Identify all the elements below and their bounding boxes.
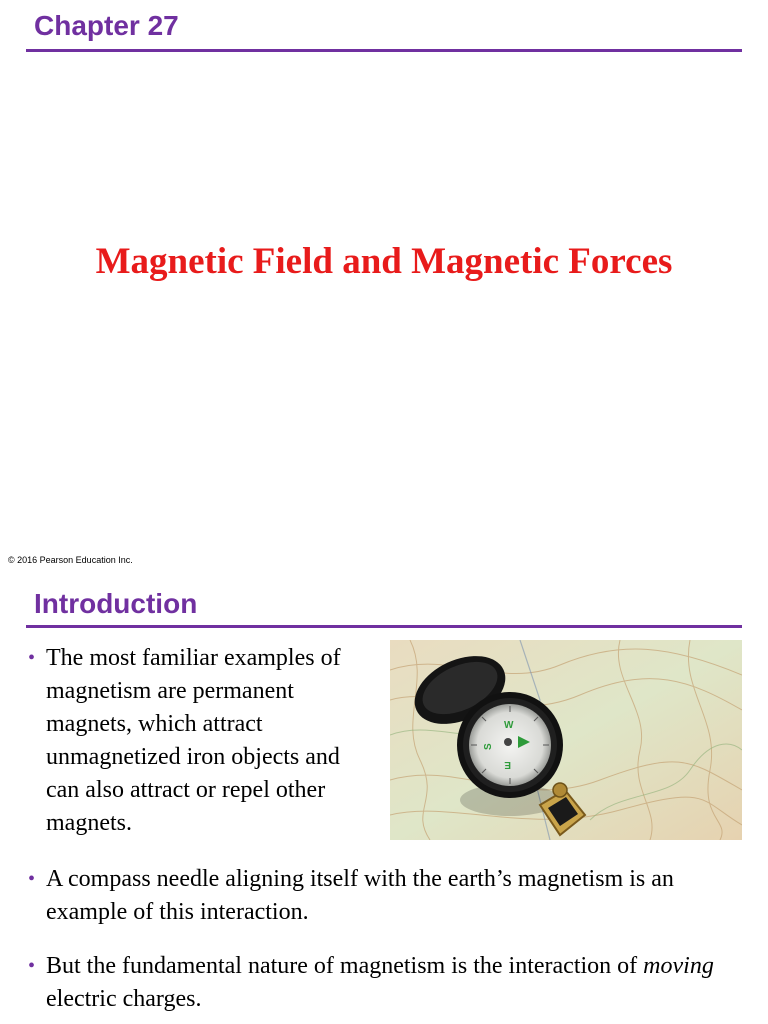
compass-letter: E	[504, 759, 511, 770]
bullet-text	[46, 950, 743, 1016]
bullet-text-before: But the fundamental nature of magnetism is the interaction of	[46, 953, 644, 979]
chapter-heading: Chapter 27	[34, 10, 179, 41]
compass-on-map-image	[390, 640, 742, 840]
heading-divider	[26, 625, 742, 628]
compass-letter: W	[504, 720, 514, 731]
copyright-notice: © 2016 Pearson Education Inc.	[8, 555, 133, 565]
slide-introduction	[0, 580, 768, 1024]
bullet-dot-icon: •	[28, 868, 36, 890]
compass-letter: S	[483, 743, 494, 750]
section-heading: Introduction	[34, 588, 198, 619]
heading-divider	[26, 49, 742, 52]
slide-main-title: Magnetic Field and Magnetic Forces	[95, 241, 673, 282]
bullet-item	[28, 642, 373, 840]
bullet-text: The most familiar examples of magnetism are permanent magnets, which attract unmagnetized iron objects and can also attract or repel other magnets.	[46, 645, 341, 836]
bullet-dot-icon: •	[28, 955, 36, 977]
bullet-text-after: electric charges.	[46, 986, 202, 1012]
bullet-item	[28, 950, 743, 1016]
bullet-text: A compass needle aligning itself with the earth’s magnetism is an example of this interaction.	[46, 866, 674, 925]
bullet-item	[28, 863, 743, 929]
bullet-dot-icon: •	[28, 647, 36, 669]
bullet-text-italic: moving	[643, 953, 714, 979]
